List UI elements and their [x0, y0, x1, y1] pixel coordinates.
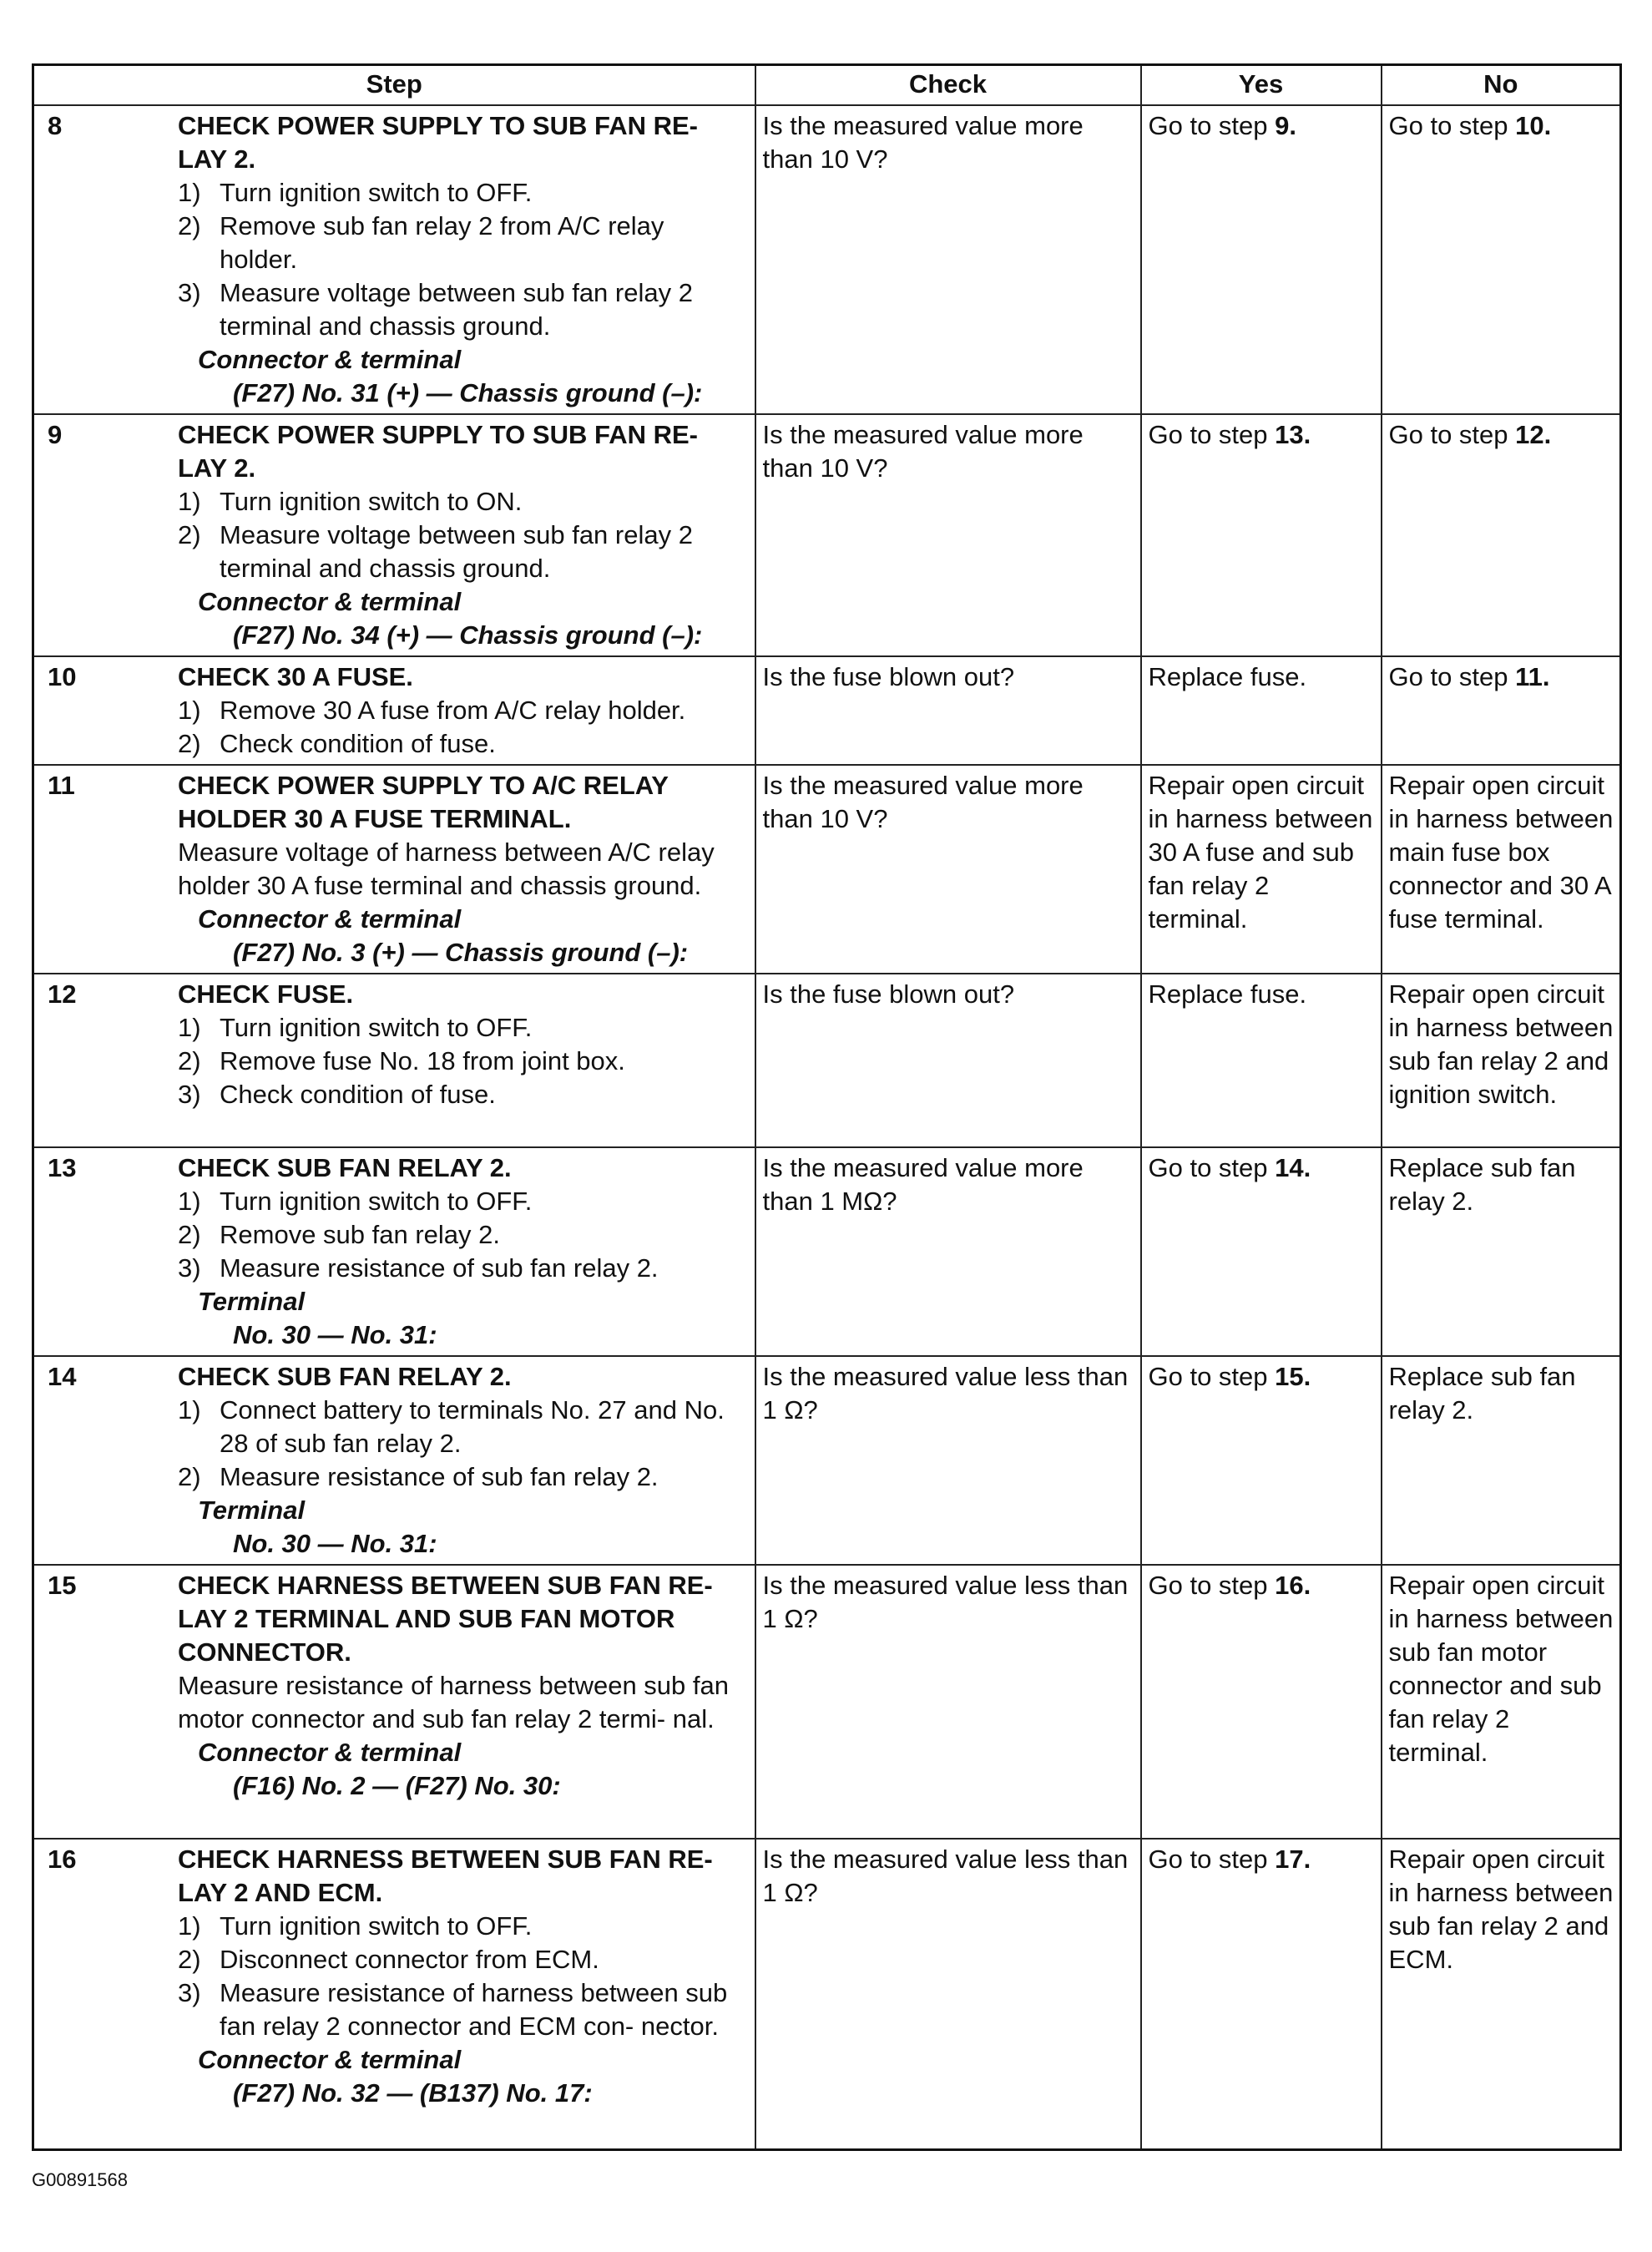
- check-cell: Is the fuse blown out?: [755, 974, 1141, 1147]
- no-text: Replace sub fan relay 2.: [1388, 1153, 1576, 1216]
- yes-text: Repair open circuit in harness between 30 A fuse and sub fan relay 2 terminal.: [1148, 771, 1373, 934]
- no-step-number: 12.: [1515, 420, 1552, 449]
- yes-step-number: 14.: [1275, 1153, 1311, 1182]
- step-item-label: 1): [178, 1911, 201, 1941]
- step-row: [33, 414, 1621, 656]
- step-item-text: Remove sub fan relay 2.: [220, 1220, 501, 1249]
- step-item: [178, 1460, 745, 1494]
- step-cell: [33, 1147, 755, 1356]
- step-cell: [33, 656, 755, 765]
- step-title: CHECK FUSE.: [178, 979, 354, 1009]
- step-item-text: Remove sub fan relay 2 from A/C relay holder.: [220, 211, 664, 274]
- step-row: [33, 1356, 1621, 1565]
- step-title: CHECK POWER SUPPLY TO A/C RELAY HOLDER 30 A FUSE TERMINAL.: [178, 771, 669, 833]
- step-item-label: 2): [178, 211, 201, 240]
- check-cell: Is the measured value more than 10 V?: [755, 105, 1141, 414]
- connector-value: (F27) No. 31 (+) — Chassis ground (–):: [233, 378, 703, 407]
- step-item-label: 1): [178, 487, 201, 516]
- step-item: [178, 485, 745, 519]
- step-item-text: Measure resistance of sub fan relay 2.: [220, 1462, 659, 1491]
- no-text: Repair open circuit in harness between sub fan motor connector and sub fan relay 2 terminal.: [1388, 1571, 1614, 1767]
- no-text: Replace sub fan relay 2.: [1388, 1362, 1576, 1425]
- connector-value: No. 30 — No. 31:: [233, 1529, 437, 1558]
- step-item-label: 3): [178, 1253, 201, 1283]
- step-row: [33, 105, 1621, 414]
- no-cell: [1382, 1565, 1621, 1839]
- step-title: CHECK POWER SUPPLY TO SUB FAN RE- LAY 2.: [178, 420, 698, 483]
- connector-label: Terminal: [198, 1495, 306, 1525]
- step-item-label: 2): [178, 1462, 201, 1491]
- check-cell: Is the measured value more than 10 V?: [755, 414, 1141, 656]
- yes-cell: [1141, 1147, 1382, 1356]
- no-cell: [1382, 414, 1621, 656]
- no-text: Go to step: [1388, 420, 1516, 449]
- step-number: 14: [48, 1362, 77, 1391]
- yes-text: Replace fuse.: [1148, 662, 1307, 691]
- step-title: CHECK SUB FAN RELAY 2.: [178, 1153, 512, 1182]
- step-cell: [33, 974, 755, 1147]
- step-number: 15: [48, 1571, 77, 1600]
- step-item-text: Connect battery to terminals No. 27 and No. 28 of sub fan relay 2.: [220, 1395, 725, 1458]
- step-item-text: Check condition of fuse.: [220, 1080, 496, 1109]
- step-row: [33, 656, 1621, 765]
- diagnostic-table: [32, 63, 1622, 2151]
- step-item-text: Check condition of fuse.: [220, 729, 496, 758]
- step-number: 16: [48, 1845, 77, 1874]
- step-description: Measure resistance of harness between sub fan motor connector and sub fan relay 2 termi- nal.: [178, 1671, 729, 1733]
- step-item-text: Turn ignition switch to OFF.: [220, 1911, 533, 1941]
- step-item: [178, 1011, 745, 1045]
- yes-text: Go to step: [1148, 1845, 1276, 1874]
- step-item: [178, 276, 745, 343]
- check-cell: Is the measured value less than 1 Ω?: [755, 1565, 1141, 1839]
- step-number: 10: [48, 662, 77, 691]
- connector-value: (F16) No. 2 — (F27) No. 30:: [233, 1771, 561, 1800]
- step-item: [178, 519, 745, 585]
- step-item: [178, 176, 745, 210]
- step-cell: [33, 1839, 755, 2149]
- yes-text: Go to step: [1148, 111, 1276, 140]
- step-item-text: Turn ignition switch to OFF.: [220, 1013, 533, 1042]
- no-text: Repair open circuit in harness between main fuse box connector and 30 A fuse terminal.: [1388, 771, 1614, 934]
- step-item-label: 3): [178, 278, 201, 307]
- check-cell: Is the measured value more than 10 V?: [755, 765, 1141, 974]
- yes-step-number: 13.: [1275, 420, 1311, 449]
- step-title: CHECK POWER SUPPLY TO SUB FAN RE- LAY 2.: [178, 111, 698, 174]
- yes-text: Go to step: [1148, 1571, 1276, 1600]
- step-item-label: 1): [178, 1013, 201, 1042]
- step-item-label: 2): [178, 729, 201, 758]
- connector-label: Connector & terminal: [198, 904, 462, 934]
- step-item-label: 1): [178, 1187, 201, 1216]
- figure-id: G00891568: [32, 2169, 128, 2190]
- no-cell: [1382, 1147, 1621, 1356]
- check-cell: Is the measured value more than 1 MΩ?: [755, 1147, 1141, 1356]
- step-item-text: Turn ignition switch to ON.: [220, 487, 523, 516]
- no-cell: [1382, 765, 1621, 974]
- yes-cell: [1141, 1839, 1382, 2149]
- connector-label: Connector & terminal: [198, 2045, 462, 2074]
- step-item-text: Measure voltage between sub fan relay 2 terminal and chassis ground.: [220, 520, 693, 583]
- step-item: [178, 1185, 745, 1218]
- step-item-label: 3): [178, 1978, 201, 2007]
- no-step-number: 10.: [1515, 111, 1552, 140]
- step-row: [33, 1839, 1621, 2149]
- step-row: [33, 1147, 1621, 1356]
- step-item: [178, 1394, 745, 1460]
- step-item-text: Measure resistance of sub fan relay 2.: [220, 1253, 659, 1283]
- step-item-text: Measure resistance of harness between sub fan relay 2 connector and ECM con- nector.: [220, 1978, 728, 2041]
- step-number: 9: [48, 420, 63, 449]
- step-item-label: 2): [178, 520, 201, 549]
- check-cell: Is the fuse blown out?: [755, 656, 1141, 765]
- connector-label: Connector & terminal: [198, 587, 462, 616]
- no-cell: [1382, 1839, 1621, 2149]
- yes-step-number: 9.: [1275, 111, 1296, 140]
- yes-text: Replace fuse.: [1148, 979, 1307, 1009]
- yes-cell: [1141, 1356, 1382, 1565]
- header-yes: Yes: [1141, 65, 1382, 106]
- no-text: Go to step: [1388, 111, 1516, 140]
- step-item-label: 2): [178, 1046, 201, 1075]
- no-cell: [1382, 105, 1621, 414]
- yes-text: Go to step: [1148, 420, 1276, 449]
- step-item-label: 1): [178, 1395, 201, 1425]
- step-number: 12: [48, 979, 77, 1009]
- step-item-label: 2): [178, 1220, 201, 1249]
- no-text: Repair open circuit in harness between sub fan relay 2 and ignition switch.: [1388, 979, 1614, 1109]
- header-check: Check: [755, 65, 1141, 106]
- yes-cell: [1141, 1565, 1382, 1839]
- connector-label: Connector & terminal: [198, 345, 462, 374]
- step-item: [178, 1252, 745, 1285]
- step-item-label: 1): [178, 696, 201, 725]
- step-cell: [33, 765, 755, 974]
- step-item: [178, 1976, 745, 2043]
- connector-value: No. 30 — No. 31:: [233, 1320, 437, 1349]
- step-item-label: 2): [178, 1945, 201, 1974]
- no-cell: [1382, 1356, 1621, 1565]
- header-step: Step: [33, 65, 755, 106]
- step-row: [33, 765, 1621, 974]
- no-step-number: 11.: [1515, 662, 1550, 691]
- step-item-text: Measure voltage between sub fan relay 2 terminal and chassis ground.: [220, 278, 693, 341]
- step-item-text: Remove 30 A fuse from A/C relay holder.: [220, 696, 686, 725]
- step-item: [178, 1045, 745, 1078]
- yes-step-number: 15.: [1275, 1362, 1311, 1391]
- yes-cell: [1141, 974, 1382, 1147]
- step-number: 8: [48, 111, 63, 140]
- connector-value: (F27) No. 32 — (B137) No. 17:: [233, 2078, 593, 2108]
- no-cell: [1382, 974, 1621, 1147]
- yes-cell: [1141, 656, 1382, 765]
- no-text: Repair open circuit in harness between sub fan relay 2 and ECM.: [1388, 1845, 1614, 1974]
- step-item: [178, 1943, 745, 1976]
- step-item: [178, 727, 745, 761]
- check-cell: Is the measured value less than 1 Ω?: [755, 1356, 1141, 1565]
- step-item: [178, 1218, 745, 1252]
- step-cell: [33, 414, 755, 656]
- header-row: [33, 65, 1621, 106]
- step-item: [178, 210, 745, 276]
- step-item-label: 1): [178, 178, 201, 207]
- yes-cell: [1141, 105, 1382, 414]
- step-item: [178, 1910, 745, 1943]
- step-item-text: Disconnect connector from ECM.: [220, 1945, 599, 1974]
- step-row: [33, 974, 1621, 1147]
- step-row: [33, 1565, 1621, 1839]
- step-title: CHECK HARNESS BETWEEN SUB FAN RE- LAY 2 TERMINAL AND SUB FAN MOTOR CONNECTOR.: [178, 1571, 713, 1667]
- connector-label: Terminal: [198, 1287, 306, 1316]
- yes-cell: [1141, 414, 1382, 656]
- yes-cell: [1141, 765, 1382, 974]
- yes-step-number: 17.: [1275, 1845, 1311, 1874]
- step-description: Measure voltage of harness between A/C relay holder 30 A fuse terminal and chassis ground.: [178, 838, 715, 900]
- yes-text: Go to step: [1148, 1362, 1276, 1391]
- step-item: [178, 1078, 745, 1111]
- check-cell: Is the measured value less than 1 Ω?: [755, 1839, 1141, 2149]
- step-title: CHECK 30 A FUSE.: [178, 662, 413, 691]
- yes-step-number: 16.: [1275, 1571, 1311, 1600]
- step-title: CHECK HARNESS BETWEEN SUB FAN RE- LAY 2 AND ECM.: [178, 1845, 713, 1907]
- step-title: CHECK SUB FAN RELAY 2.: [178, 1362, 512, 1391]
- header-no: No: [1382, 65, 1621, 106]
- step-cell: [33, 1356, 755, 1565]
- step-item-label: 3): [178, 1080, 201, 1109]
- step-item-text: Remove fuse No. 18 from joint box.: [220, 1046, 625, 1075]
- step-number: 11: [48, 771, 75, 800]
- no-text: Go to step: [1388, 662, 1516, 691]
- step-cell: [33, 1565, 755, 1839]
- connector-label: Connector & terminal: [198, 1738, 462, 1767]
- no-cell: [1382, 656, 1621, 765]
- step-item: [178, 694, 745, 727]
- step-item-text: Turn ignition switch to OFF.: [220, 1187, 533, 1216]
- connector-value: (F27) No. 34 (+) — Chassis ground (–):: [233, 620, 703, 650]
- step-item-text: Turn ignition switch to OFF.: [220, 178, 533, 207]
- connector-value: (F27) No. 3 (+) — Chassis ground (–):: [233, 938, 689, 967]
- step-cell: [33, 105, 755, 414]
- step-number: 13: [48, 1153, 77, 1182]
- yes-text: Go to step: [1148, 1153, 1276, 1182]
